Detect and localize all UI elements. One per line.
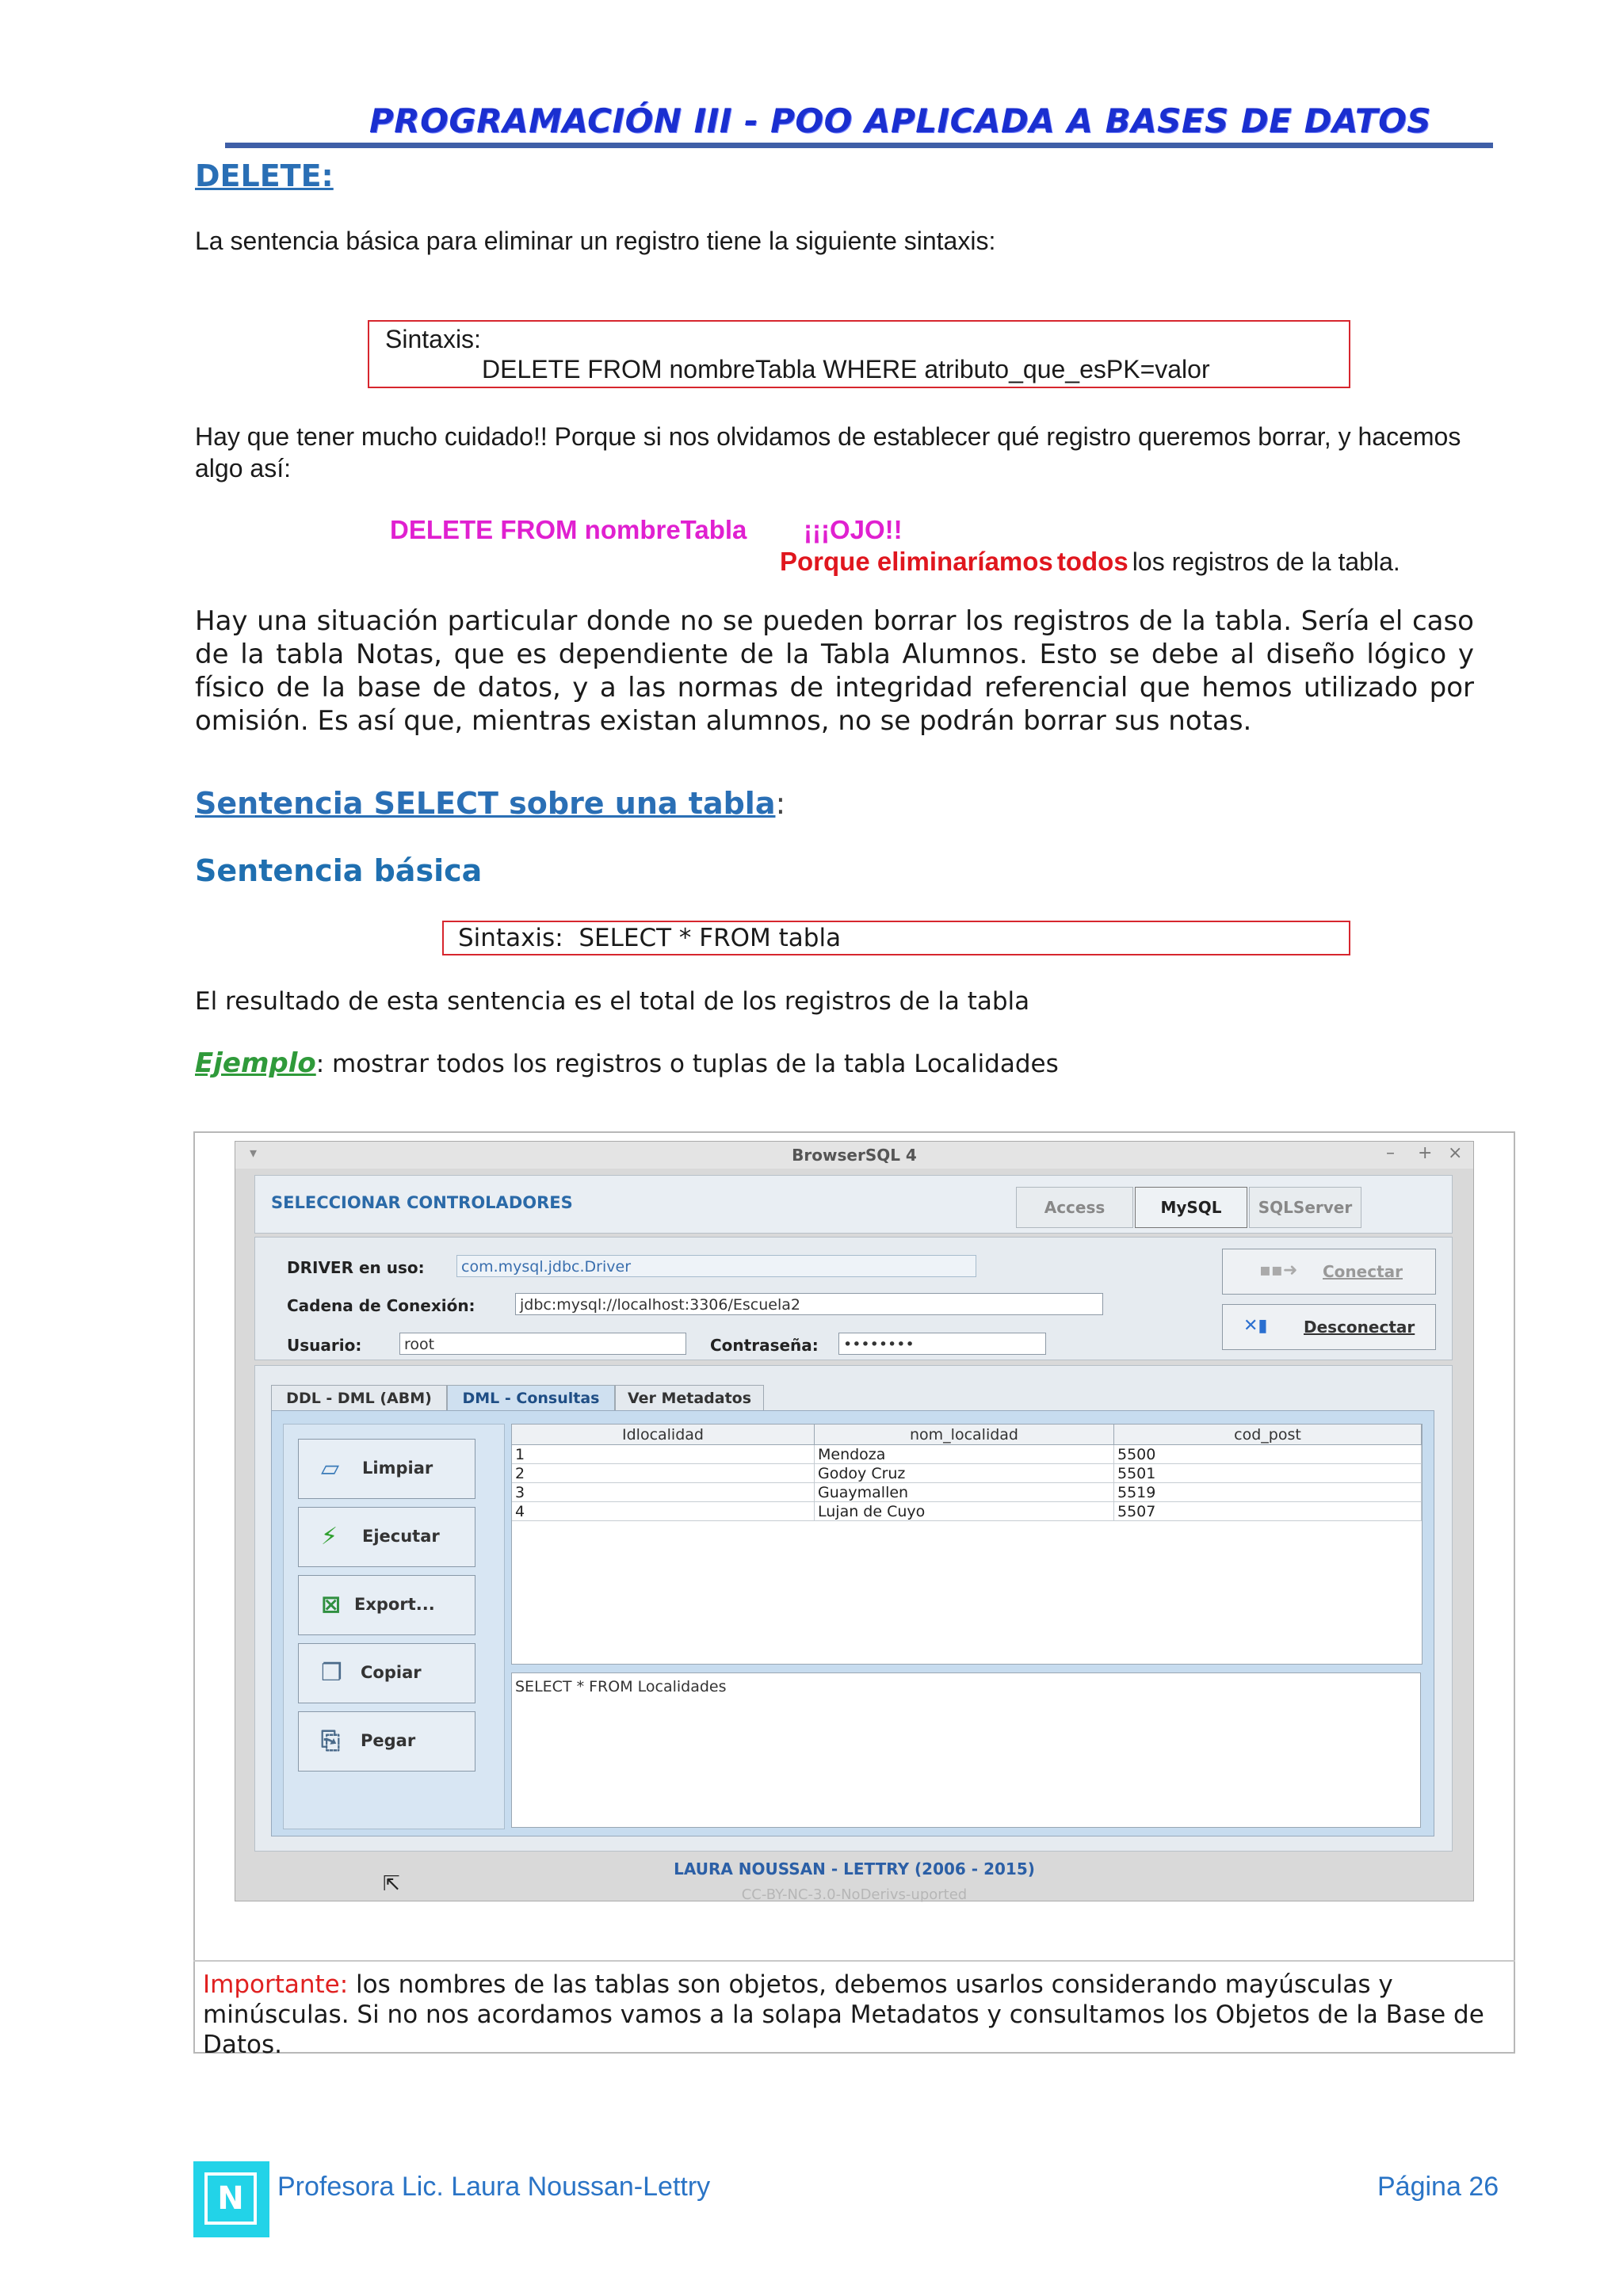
disconnect-icon: ✕▮	[1243, 1316, 1268, 1336]
ojo-warning: ¡¡¡OJO!!	[804, 515, 903, 544]
results-table[interactable]	[511, 1424, 1423, 1665]
lightning-icon: ⚡	[321, 1523, 338, 1550]
connection-string-input[interactable]: jdbc:mysql://localhost:3306/Escuela2	[515, 1293, 1103, 1315]
logo-mark-icon: N	[204, 2172, 257, 2225]
clear-label: Limpiar	[362, 1459, 433, 1478]
browsersql-window	[235, 1141, 1474, 1901]
connection-panel	[254, 1237, 1453, 1360]
column-header-cod-post[interactable]: cod_post	[1114, 1425, 1422, 1445]
window-menu-icon[interactable]: ▾	[250, 1145, 258, 1161]
paste-button[interactable]	[298, 1711, 475, 1772]
driver-label: DRIVER en uso:	[287, 1258, 425, 1277]
consequence-porque: Porque eliminaríamos	[780, 547, 1053, 576]
eraser-icon: ▱	[321, 1455, 340, 1482]
password-input[interactable]: ••••••••	[838, 1333, 1046, 1355]
column-header-nom-localidad[interactable]: nom_localidad	[815, 1425, 1114, 1445]
tab-mysql[interactable]: MySQL	[1135, 1187, 1247, 1228]
cell-cp: 5500	[1114, 1445, 1422, 1464]
cell-cp: 5501	[1114, 1464, 1422, 1483]
cell-id: 3	[512, 1483, 815, 1502]
disconnect-label: Desconectar	[1304, 1318, 1415, 1337]
importante-note	[203, 1970, 1503, 2060]
mouse-cursor-icon: ⇱	[383, 1872, 400, 1896]
author-logo	[193, 2161, 269, 2237]
note-text: los nombres de las tablas son objetos, debemos usarlos considerando mayúsculas y minúsculas. Si no nos acordamos vamos a la solapa Metadatos y consultamos los Objetos de la Base de Datos.	[203, 1970, 1484, 2059]
connect-button[interactable]	[1222, 1249, 1436, 1295]
tab-access[interactable]: Access	[1016, 1187, 1133, 1228]
query-panel	[254, 1365, 1453, 1852]
paste-label: Pegar	[361, 1731, 416, 1750]
example-line	[195, 1047, 1059, 1079]
cell-name: Mendoza	[815, 1445, 1114, 1464]
delete-syntax-code: DELETE FROM nombreTabla WHERE atributo_que_esPK=valor	[482, 355, 1210, 383]
select-heading-text: Sentencia SELECT sobre una tabla	[195, 786, 776, 821]
subtab-ddl-dml[interactable]: DDL - DML (ABM)	[271, 1385, 447, 1411]
cell-cp: 5507	[1114, 1502, 1422, 1521]
delete-consequence	[780, 547, 1400, 577]
close-button[interactable]: ×	[1448, 1143, 1463, 1163]
tab-sqlserver[interactable]: SQLServer	[1249, 1187, 1361, 1228]
select-heading	[195, 786, 785, 821]
select-result: El resultado de esta sentencia es el total de los registros de la tabla	[195, 987, 1030, 1016]
note-divider	[193, 1960, 1515, 1962]
connection-string-label: Cadena de Conexión:	[287, 1296, 475, 1315]
cell-name: Godoy Cruz	[815, 1464, 1114, 1483]
connect-icon: ▪▪➜	[1259, 1261, 1298, 1280]
minimize-button[interactable]: –	[1386, 1143, 1395, 1163]
document-header-title: PROGRAMACIÓN III - POO APLICADA A BASES DE DATOS	[369, 101, 1432, 140]
execute-label: Ejecutar	[362, 1527, 440, 1546]
column-header-idlocalidad[interactable]: Idlocalidad	[512, 1425, 815, 1445]
controllers-label: SELECCIONAR CONTROLADORES	[271, 1193, 573, 1212]
example-text: : mostrar todos los registros o tuplas de la tabla Localidades	[315, 1050, 1059, 1078]
note-label: Importante:	[203, 1970, 349, 1999]
header-rule	[225, 143, 1493, 148]
window-title: BrowserSQL 4	[235, 1142, 1473, 1169]
export-button[interactable]	[298, 1575, 475, 1635]
select-syntax-box	[442, 921, 1350, 955]
user-label: Usuario:	[287, 1336, 362, 1355]
controllers-panel	[254, 1175, 1453, 1234]
app-credit: LAURA NOUSSAN - LETTRY (2006 - 2015)	[674, 1859, 1035, 1878]
sql-editor[interactable]: SELECT * FROM Localidades	[511, 1672, 1421, 1828]
export-label: Export...	[354, 1595, 435, 1614]
delete-warning: Hay que tener mucho cuidado!! Porque si nos olvidamos de establecer qué registro queremos borrar, y hacemos algo así:	[195, 422, 1461, 482]
paste-icon: ⎘	[321, 1727, 340, 1755]
user-input[interactable]: root	[399, 1333, 686, 1355]
select-syntax: Sintaxis: SELECT * FROM tabla	[458, 924, 842, 952]
consequence-rest: los registros de la tabla.	[1132, 547, 1400, 576]
select-heading-colon: :	[775, 786, 786, 821]
delete-heading: DELETE:	[195, 158, 334, 193]
password-label: Contraseña:	[710, 1336, 819, 1355]
consequence-todos: todos	[1056, 547, 1128, 576]
cell-name: Guaymallen	[815, 1483, 1114, 1502]
execute-button[interactable]	[298, 1507, 475, 1567]
connect-label: Conectar	[1323, 1262, 1403, 1281]
footer-author: Profesora Lic. Laura Noussan-Lettry	[277, 2172, 711, 2202]
delete-intro: La sentencia básica para eliminar un registro tiene la siguiente sintaxis:	[195, 227, 996, 255]
excel-icon: ⊠	[321, 1591, 342, 1619]
cell-id: 4	[512, 1502, 815, 1521]
cell-name: Lujan de Cuyo	[815, 1502, 1114, 1521]
subtab-dml-consultas[interactable]: DML - Consultas	[447, 1385, 615, 1411]
delete-syntax-box	[368, 320, 1350, 388]
footer-page-number: Página 26	[1377, 2172, 1499, 2202]
action-buttons-panel	[283, 1424, 505, 1829]
copy-icon: ❐	[321, 1659, 342, 1687]
consultas-panel	[271, 1410, 1434, 1836]
copy-label: Copiar	[361, 1663, 422, 1682]
copy-button[interactable]	[298, 1643, 475, 1703]
integrity-paragraph: Hay una situación particular donde no se pueden borrar los registros de la tabla. Sería el caso de la tabla Notas, que es dependiente de la Tabla Alumnos. Esto se debe al diseño lógico y físico de la base de datos, y a las normas de integridad referencial que hemos utilizado por omisión. Es así que, mientras existan alumnos, no se podrán borrar sus notas.	[195, 605, 1474, 737]
disconnect-button[interactable]	[1222, 1304, 1436, 1350]
cell-id: 2	[512, 1464, 815, 1483]
cell-cp: 5519	[1114, 1483, 1422, 1502]
app-license: CC-BY-NC-3.0-NoDerivs-uported	[741, 1886, 968, 1903]
bad-delete-example: DELETE FROM nombreTabla	[390, 515, 747, 544]
basic-subheading: Sentencia básica	[195, 853, 483, 888]
example-label: Ejemplo	[195, 1047, 316, 1079]
maximize-button[interactable]: +	[1418, 1143, 1433, 1163]
delete-syntax-label: Sintaxis:	[385, 325, 481, 353]
driver-field[interactable]: com.mysql.jdbc.Driver	[456, 1255, 976, 1277]
cell-id: 1	[512, 1445, 815, 1464]
subtab-ver-metadatos[interactable]: Ver Metadatos	[615, 1385, 764, 1411]
clear-button[interactable]	[298, 1439, 475, 1499]
